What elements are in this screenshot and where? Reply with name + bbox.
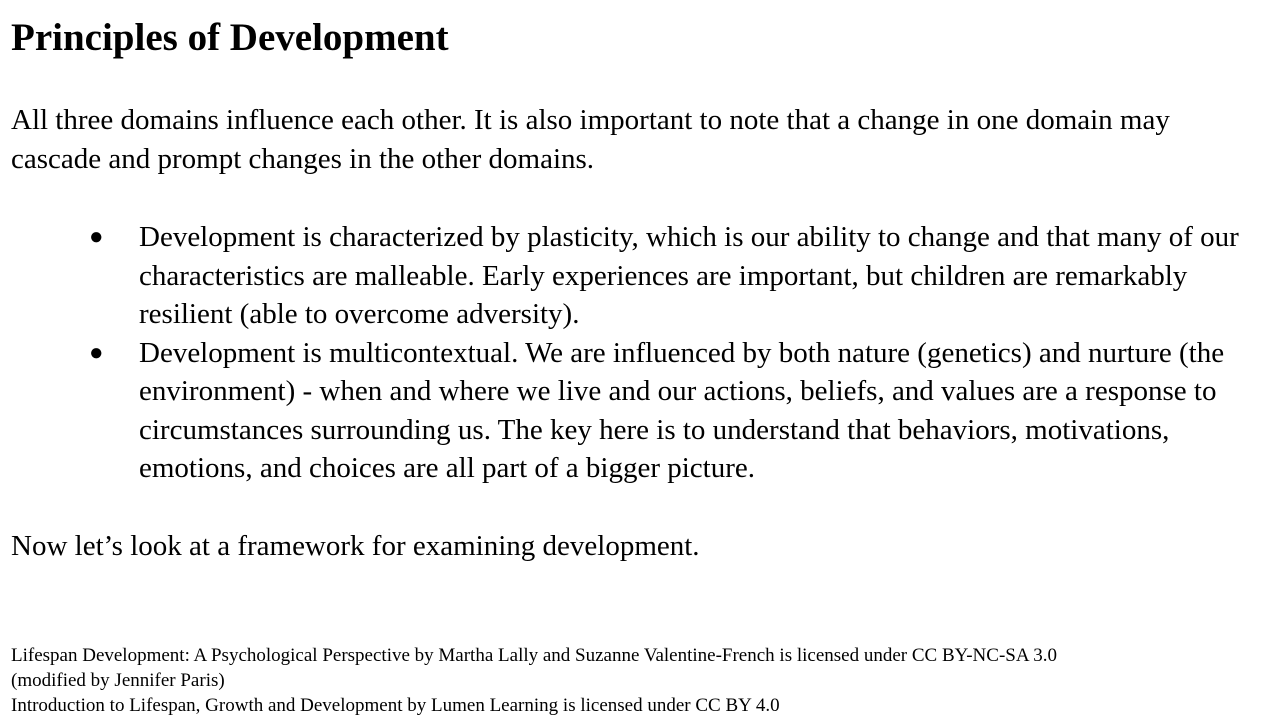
bullet-list [0,218,1270,488]
bullet-icon: ● [89,224,104,250]
list-item [0,218,1270,334]
list-item [0,334,1270,488]
bullet-text: Development is multicontextual. We are influenced by both nature (genetics) and nurture (the environment) - when and where we live and our actions, beliefs, and values are a response to circumstances surrounding us. The key here is to understand that behaviors, motivations, emotions, and choices are all part of a bigger picture. [139,336,1225,484]
slide-title: Principles of Development [11,16,449,59]
bullet-icon: ● [89,339,104,366]
credit-line: Lifespan Development: A Psychological Perspective by Martha Lally and Suzanne Valentine-French is licensed under CC BY-NC-SA 3.0 [11,645,1058,666]
credit-line: Introduction to Lifespan, Growth and Development by Lumen Learning is licensed under CC BY 4.0 [11,695,780,716]
bullet-text: Development is characterized by plasticity, which is our ability to change and that many of our characteristics are malleable. Early experiences are important, but children are remarkably resilient (able to overcome adversity). [139,221,1239,330]
intro-paragraph: All three domains influence each other. It is also important to note that a change in one domain may cascade and prompt changes in the other domains. [11,104,1170,175]
closing-paragraph: Now let’s look at a framework for examining development. [11,530,700,562]
attribution-credits [11,643,1271,718]
credit-line: (modified by Jennifer Paris) [11,670,225,691]
